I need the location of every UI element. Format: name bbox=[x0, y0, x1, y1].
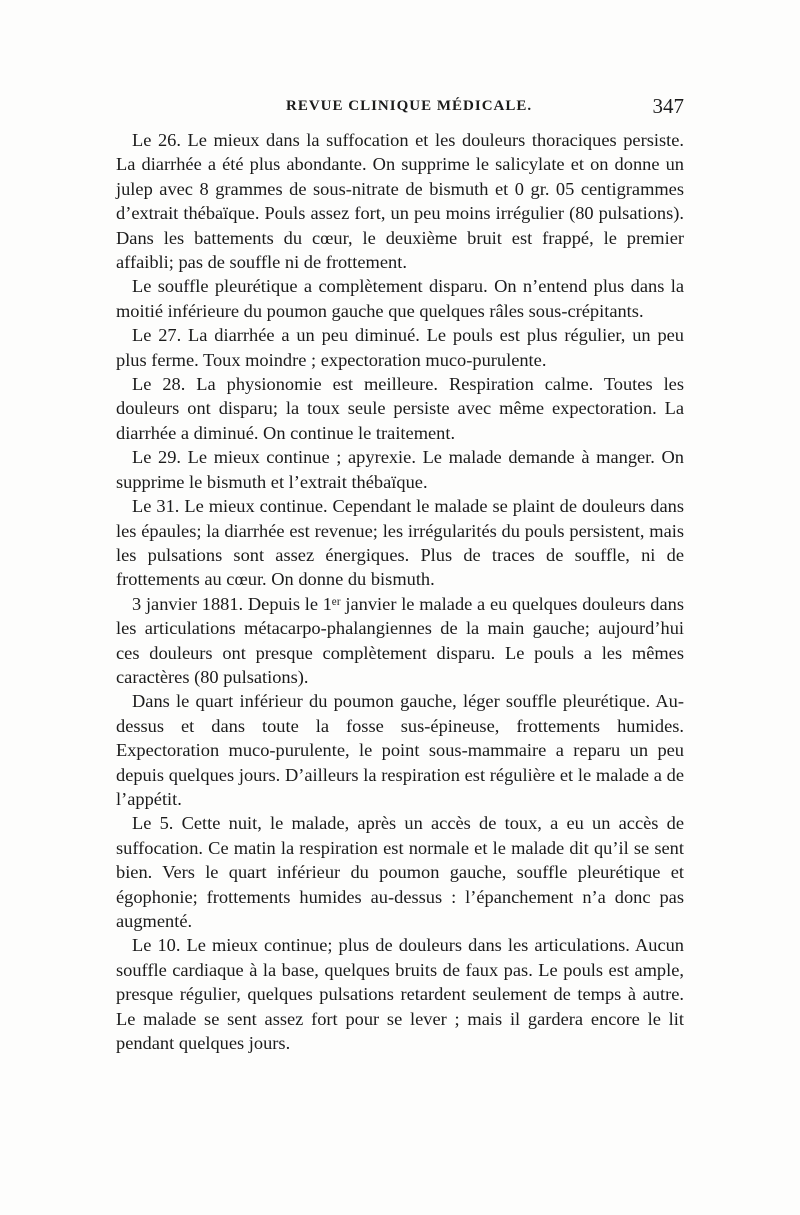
page-header bbox=[116, 96, 684, 122]
page-number: 347 bbox=[652, 94, 684, 118]
running-title: REVUE CLINIQUE MÉDICALE. bbox=[286, 98, 533, 114]
paragraph-le-26: Le 26. Le mieux dans la suffocation et les douleurs thoraciques persiste. La diarrhée a été plus abondante. On supprime le salicylate et on donne un julep avec 8 grammes de sous-nitrate de bismuth et 0 gr. 05 centigrammes d’extrait thébaïque. Pouls assez fort, un peu moins irrégulier (80 pulsations). Dans les battements du cœur, le deuxième bruit est frappé, le premier affaibli; pas de souffle ni de frottement. bbox=[116, 130, 684, 273]
paragraph-souffle-pleuretique: Le souffle pleurétique a complètement disparu. On n’entend plus dans la moitié inférieure du poumon gauche que quelques râles sous-crépitants. bbox=[116, 276, 684, 321]
paragraph-le-5: Le 5. Cette nuit, le malade, après un accès de toux, a eu un accès de suffocation. Ce matin la respiration est normale et le malade dit qu’il se sent bien. Vers le quart inférieur du poumon gauche, souffle pleurétique et égophonie; frottements humides au-dessus : l’épanchement n’a donc pas augmenté. bbox=[116, 813, 684, 931]
paragraph-le-31: Le 31. Le mieux continue. Cependant le malade se plaint de douleurs dans les épaules; la diarrhée est revenue; les irrégularités du pouls persistent, mais les pulsations sont assez énergiques. Plus de traces de souffle, ni de frottements au cœur. On donne du bismuth. bbox=[116, 496, 684, 590]
paragraph-quart-inferieur: Dans le quart inférieur du poumon gauche, léger souffle pleurétique. Au-dessus et dans toute la fosse sus-épineuse, frottements humides. Expectoration muco-purulente, le point sous-mammaire a reparu un peu depuis quelques jours. D’ailleurs la respiration est régulière et le malade a de l’appétit. bbox=[116, 691, 684, 809]
paragraph-le-27: Le 27. La diarrhée a un peu diminué. Le pouls est plus régulier, un peu plus ferme. Toux moindre ; expectoration muco-purulente. bbox=[116, 325, 684, 370]
paragraph-le-29: Le 29. Le mieux continue ; apyrexie. Le malade demande à manger. On supprime le bismuth et l’extrait thébaïque. bbox=[116, 447, 684, 492]
paragraph-le-28: Le 28. La physionomie est meilleure. Respiration calme. Toutes les douleurs ont disparu; la toux seule persiste avec même expectoration. La diarrhée a diminué. On continue le traitement. bbox=[116, 374, 684, 443]
body-text bbox=[116, 128, 684, 1055]
paragraph-3-janvier: 3 janvier 1881. Depuis le 1ᵉʳ janvier le malade a eu quelques douleurs dans les articulations métacarpo-phalangiennes de la main gauche; aujourd’hui ces douleurs ont presque complètement disparu. Le pouls a les mêmes caractères (80 pulsations). bbox=[116, 593, 684, 687]
paragraph-le-10: Le 10. Le mieux continue; plus de douleurs dans les articulations. Aucun souffle cardiaque à la base, quelques bruits de faux pas. Le pouls est ample, presque régulier, quelques pulsations retardent seulement de temps à autre. Le malade se sent assez fort pour se lever ; mais il gardera encore le lit pendant quelques jours. bbox=[116, 935, 684, 1054]
